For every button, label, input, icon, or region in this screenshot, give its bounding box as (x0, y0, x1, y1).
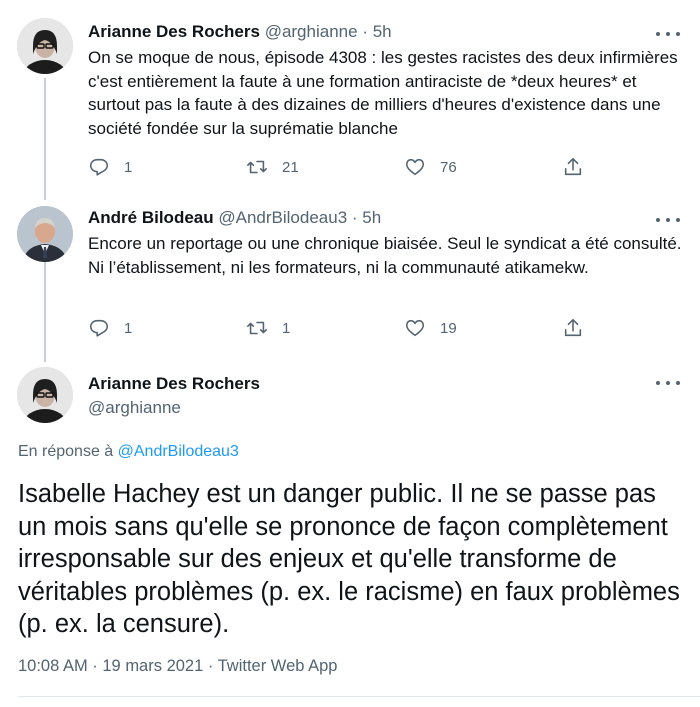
reply-count: 1 (124, 319, 133, 337)
more-icon[interactable] (656, 377, 680, 389)
retweet-button[interactable] (246, 155, 299, 179)
share-button[interactable] (562, 155, 584, 179)
heart-icon (404, 156, 426, 178)
reply-icon (88, 317, 110, 339)
author-handle[interactable]: @AndrBilodeau3 (218, 208, 348, 227)
reply-prefix: En réponse à (18, 443, 114, 460)
tweet-text: Encore un reportage ou une chronique biaisée. Seul le syndicat a été consulté. Ni l’établissement, ni les formateurs, ni la communauté atikamekw. (88, 234, 682, 277)
avatar-andre[interactable] (17, 206, 73, 262)
main-author-name[interactable]: Arianne Des Rochers (88, 374, 260, 393)
share-button[interactable] (562, 316, 584, 340)
share-icon (562, 156, 584, 178)
divider (18, 696, 700, 697)
reply-button[interactable] (88, 316, 132, 340)
retweet-icon (246, 156, 268, 178)
reply-context (18, 443, 239, 461)
retweet-icon (246, 317, 268, 339)
like-count: 76 (440, 158, 457, 176)
reply-button[interactable] (88, 155, 132, 179)
tweet-time[interactable]: 5h (362, 208, 382, 227)
tweet-text: On se moque de nous, épisode 4308 : les gestes racistes des deux infirmières c'est entièrement la faute à une formation antiraciste de *deux heures* et surtout pas la faute à des dizaines de milliers d'heures d'existence dans une société fondée sur la suprématie blanche (88, 48, 678, 138)
retweet-count: 1 (282, 319, 291, 337)
reply-count: 1 (124, 158, 133, 176)
avatar-arianne[interactable] (17, 18, 73, 74)
share-icon (562, 317, 584, 339)
tweet-time[interactable]: 5h (372, 22, 392, 41)
more-icon[interactable] (656, 28, 680, 40)
author-handle[interactable]: @arghianne (264, 22, 358, 41)
tweet-actions (88, 316, 598, 340)
reply-icon (88, 156, 110, 178)
author-name[interactable]: Arianne Des Rochers (88, 22, 260, 41)
separator: · (362, 22, 368, 41)
retweet-count: 21 (282, 158, 299, 176)
like-count: 19 (440, 319, 457, 337)
main-tweet-text: Isabelle Hachey est un danger public. Il ne se passe pas un mois sans qu'elle se prononce de façon complètement irresponsable sur des enjeux et qu'elle transforme de véritables problèmes (p. ex. le racisme) en faux problèmes (p. ex. la censure). (18, 480, 680, 638)
avatar-arianne-main[interactable] (17, 367, 73, 423)
author-name[interactable]: André Bilodeau (88, 208, 214, 227)
separator: · (351, 208, 358, 227)
like-button[interactable] (404, 155, 457, 179)
tweet-timestamp[interactable]: 10:08 AM · 19 mars 2021 · Twitter Web App (18, 657, 338, 675)
tweet-actions (88, 155, 598, 179)
like-button[interactable] (404, 316, 457, 340)
tweet-2[interactable] (0, 200, 700, 360)
retweet-button[interactable] (246, 316, 290, 340)
reply-to-link[interactable]: @AndrBilodeau3 (117, 443, 239, 460)
heart-icon (404, 317, 426, 339)
main-author-handle[interactable]: @arghianne (88, 398, 181, 417)
tweet-1[interactable] (0, 0, 700, 200)
more-icon[interactable] (656, 214, 680, 226)
